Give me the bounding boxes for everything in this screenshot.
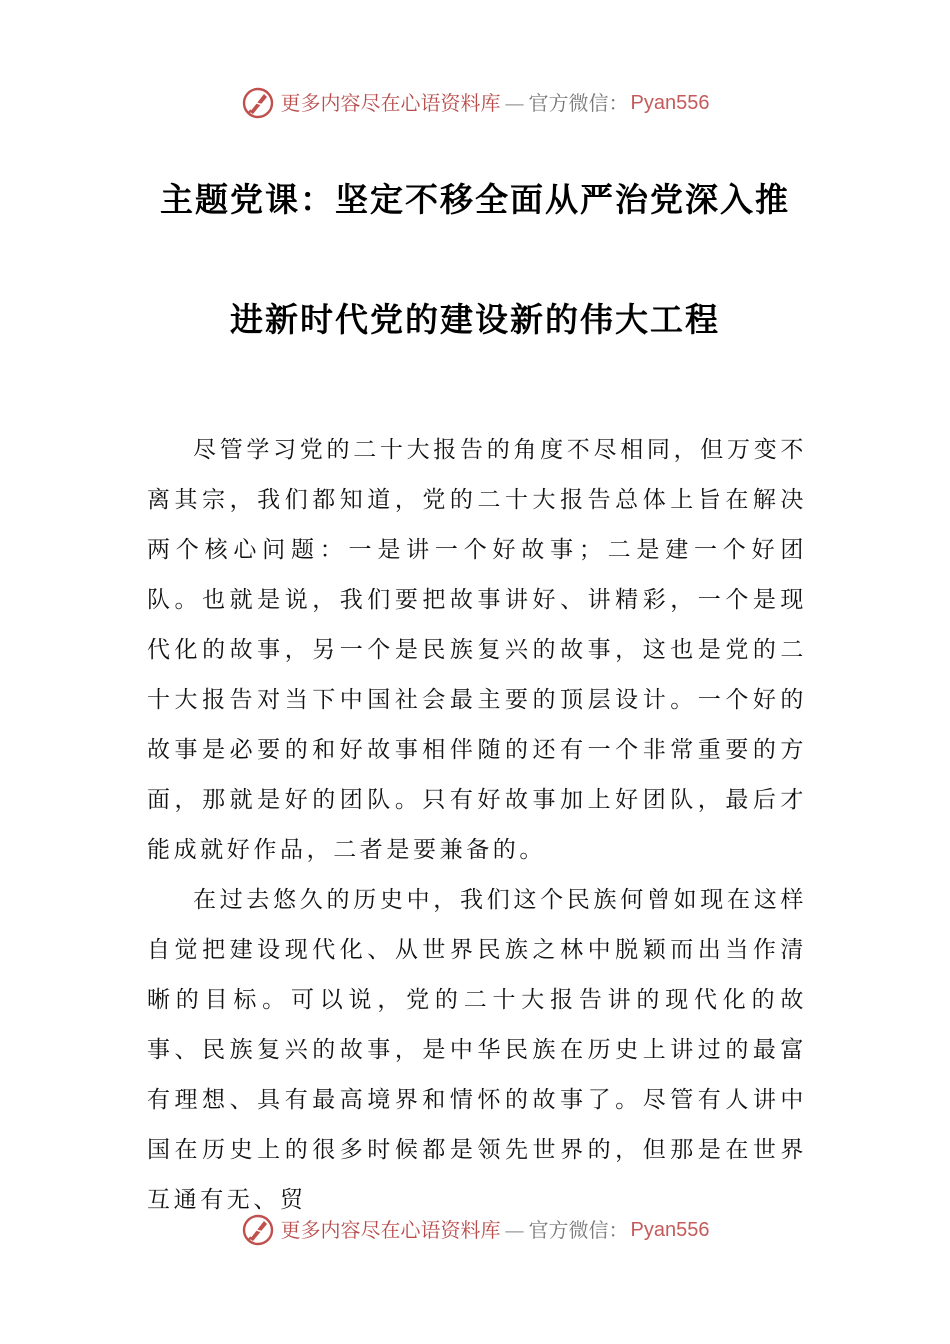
document-title-line-2: 进新时代党的建设新的伟大工程: [230, 300, 720, 339]
banner-main-text: 更多内容尽在心语资料库: [280, 91, 501, 115]
banner-main-text: 更多内容尽在心语资料库: [280, 1218, 501, 1242]
banner-wechat-id: Pyan556: [630, 1219, 710, 1241]
header-watermark: [0, 83, 950, 123]
banner-label: 官方微信：: [528, 1218, 629, 1242]
banner-label: 官方微信：: [528, 91, 629, 115]
document-title-line-1: 主题党课：坚定不移全面从严治党深入推: [160, 180, 790, 219]
banner-separator: —: [504, 91, 525, 115]
quill-pen-logo-icon: [241, 86, 275, 120]
body-paragraph-2: 在过去悠久的历史中，我们这个民族何曾如现在这样自觉把建设现代化、从世界民族之林中脱颖而出当作清晰的目标。可以说，党的二十大报告讲的现代化的故事、民族复兴的故事，是中华民族在历史上讲过的最富有理想、具有最高境界和情怀的故事了。尽管有人讲中国在历史上的很多时候都是领先世界的，但那是在世界互通有无、贸: [147, 887, 807, 1213]
banner-separator: —: [504, 1218, 525, 1242]
footer-watermark: [0, 1210, 950, 1250]
banner-wechat-id: Pyan556: [630, 92, 710, 114]
document-body: [147, 425, 807, 1225]
body-paragraph-1: 尽管学习党的二十大报告的角度不尽相同，但万变不离其宗，我们都知道，党的二十大报告总体上旨在解决两个核心问题：一是讲一个好故事；二是建一个好团队。也就是说，我们要把故事讲好、讲精彩，一个是现代化的故事，另一个是民族复兴的故事，这也是党的二十大报告对当下中国社会最主要的顶层设计。一个好的故事是必要的和好故事相伴随的还有一个非常重要的方面，那就是好的团队。只有好故事加上好团队，最后才能成就好作品，二者是要兼备的。: [147, 437, 807, 863]
quill-pen-logo-icon: [241, 1213, 275, 1247]
